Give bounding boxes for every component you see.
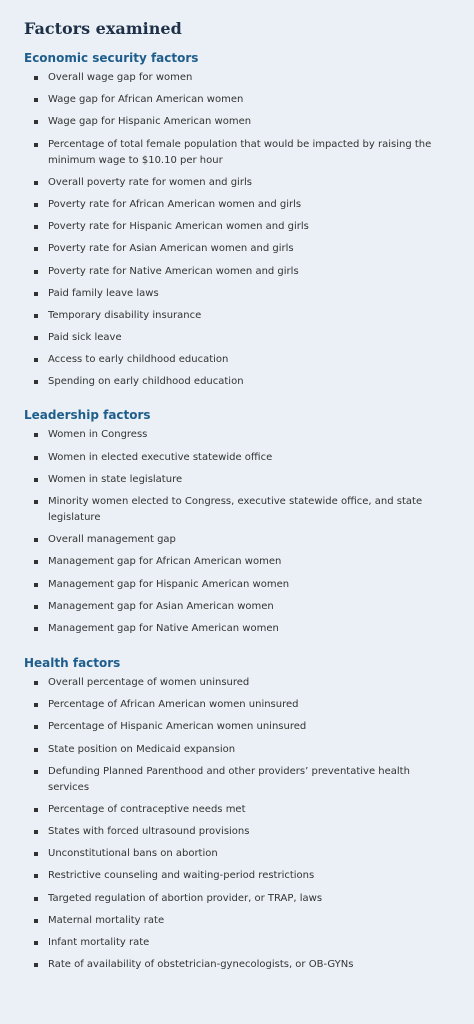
list-item: [24, 554, 450, 570]
list-item: [24, 764, 450, 796]
list-item-text: Percentage of Hispanic American women uninsured: [48, 721, 307, 733]
square-bullet-icon: [34, 433, 38, 437]
list-item: [24, 913, 450, 929]
list-item: [24, 197, 450, 213]
list-item-text: Overall management gap: [48, 534, 176, 546]
list-item: [24, 935, 450, 951]
list-item-text: Management gap for Hispanic American women: [48, 578, 290, 590]
square-bullet-icon: [34, 874, 38, 878]
list-item: [24, 472, 450, 488]
square-bullet-icon: [34, 336, 38, 340]
economic-security-section: [24, 50, 450, 390]
list-item-text: Paid sick leave: [48, 332, 122, 344]
factor-list: [24, 70, 450, 390]
list-item-text: Restrictive counseling and waiting-period restrictions: [48, 870, 315, 882]
list-item: [24, 719, 450, 735]
square-bullet-icon: [34, 963, 38, 967]
section-heading: Leadership factors: [24, 408, 151, 423]
list-item: [24, 577, 450, 593]
leadership-section: [24, 407, 450, 637]
square-bullet-icon: [34, 358, 38, 362]
list-item-text: States with forced ultrasound provisions: [48, 826, 250, 838]
page-title: Factors examined: [24, 19, 182, 38]
list-item: [24, 70, 450, 86]
list-item-text: Poverty rate for Asian American women and girls: [48, 243, 294, 255]
list-item-text: Percentage of African American women uninsured: [48, 699, 299, 711]
square-bullet-icon: [34, 314, 38, 318]
square-bullet-icon: [34, 270, 38, 274]
square-bullet-icon: [34, 478, 38, 482]
list-item-text: Overall poverty rate for women and girls: [48, 176, 252, 188]
list-item-text: Maternal mortality rate: [48, 914, 165, 926]
square-bullet-icon: [34, 703, 38, 707]
list-item: [24, 92, 450, 108]
square-bullet-icon: [34, 120, 38, 124]
list-item: [24, 427, 450, 443]
list-item: [24, 494, 450, 526]
list-item: [24, 286, 450, 302]
square-bullet-icon: [34, 456, 38, 460]
square-bullet-icon: [34, 247, 38, 251]
list-item: [24, 846, 450, 862]
list-item-text: State position on Medicaid expansion: [48, 743, 236, 755]
square-bullet-icon: [34, 627, 38, 631]
square-bullet-icon: [34, 830, 38, 834]
list-item: [24, 742, 450, 758]
list-item-text: Percentage of total female population that would be impacted by raising the minimum wage to $10.10 per hour: [48, 138, 432, 166]
list-item: [24, 675, 450, 691]
list-item-text: Infant mortality rate: [48, 937, 150, 948]
square-bullet-icon: [34, 203, 38, 207]
factor-list: [24, 427, 450, 637]
list-item-text: Targeted regulation of abortion provider, or TRAP, laws: [48, 892, 323, 904]
list-item: [24, 450, 450, 466]
square-bullet-icon: [34, 725, 38, 729]
list-item: [24, 264, 450, 280]
list-item-text: Wage gap for African American women: [48, 94, 244, 106]
list-item: [24, 374, 450, 390]
list-item: [24, 957, 450, 973]
list-item: [24, 308, 450, 324]
list-item-text: Wage gap for Hispanic American women: [48, 116, 252, 128]
list-item-text: Poverty rate for Native American women and girls: [48, 265, 299, 277]
health-section: [24, 655, 450, 973]
square-bullet-icon: [34, 225, 38, 229]
list-item-text: Management gap for Asian American women: [48, 600, 274, 612]
square-bullet-icon: [34, 143, 38, 147]
list-item-text: Rate of availability of obstetrician-gynecologists, or OB-GYNs: [48, 959, 354, 971]
list-item: [24, 868, 450, 884]
section-heading: Health factors: [24, 655, 121, 670]
list-item-text: Unconstitutional bans on abortion: [48, 848, 218, 860]
list-item-text: Overall wage gap for women: [48, 72, 193, 83]
list-item-text: Management gap for Native American women: [48, 622, 279, 634]
list-item-text: Women in state legislature: [48, 473, 183, 485]
section-heading: Economic security factors: [24, 51, 199, 65]
list-item-text: Access to early childhood education: [48, 354, 229, 366]
list-item: [24, 352, 450, 368]
list-item: [24, 114, 450, 130]
list-item-text: Defunding Planned Parenthood and other providers’ preventative health services: [48, 765, 410, 793]
list-item: [24, 137, 450, 169]
list-item: [24, 330, 450, 346]
list-item-text: Temporary disability insurance: [48, 309, 202, 321]
square-bullet-icon: [34, 76, 38, 80]
list-item: [24, 697, 450, 713]
square-bullet-icon: [34, 770, 38, 774]
square-bullet-icon: [34, 292, 38, 296]
square-bullet-icon: [34, 681, 38, 685]
list-item-text: Spending on early childhood education: [48, 376, 244, 388]
square-bullet-icon: [34, 941, 38, 945]
square-bullet-icon: [34, 897, 38, 901]
list-item: [24, 891, 450, 907]
list-item: [24, 621, 450, 637]
list-item: [24, 532, 450, 548]
square-bullet-icon: [34, 560, 38, 564]
list-item-text: Women in Congress: [48, 429, 148, 441]
square-bullet-icon: [34, 583, 38, 587]
list-item: [24, 219, 450, 235]
list-item: [24, 824, 450, 840]
square-bullet-icon: [34, 852, 38, 856]
square-bullet-icon: [34, 605, 38, 609]
list-item-text: Paid family leave laws: [48, 287, 159, 299]
list-item-text: Percentage of contraceptive needs met: [48, 803, 246, 815]
list-item-text: Minority women elected to Congress, executive statewide office, and state legislature: [48, 496, 423, 523]
list-item-text: Women in elected executive statewide office: [48, 451, 273, 463]
list-item: [24, 802, 450, 818]
list-item-text: Poverty rate for Hispanic American women and girls: [48, 221, 309, 233]
square-bullet-icon: [34, 98, 38, 102]
square-bullet-icon: [34, 380, 38, 384]
square-bullet-icon: [34, 919, 38, 923]
list-item-text: Poverty rate for African American women and girls: [48, 198, 302, 210]
list-item: [24, 241, 450, 257]
square-bullet-icon: [34, 500, 38, 504]
list-item: [24, 175, 450, 191]
factor-list: [24, 675, 450, 973]
square-bullet-icon: [34, 538, 38, 542]
square-bullet-icon: [34, 181, 38, 185]
square-bullet-icon: [34, 808, 38, 812]
list-item-text: Management gap for African American women: [48, 556, 282, 568]
list-item: [24, 599, 450, 615]
square-bullet-icon: [34, 748, 38, 752]
list-item-text: Overall percentage of women uninsured: [48, 676, 250, 688]
